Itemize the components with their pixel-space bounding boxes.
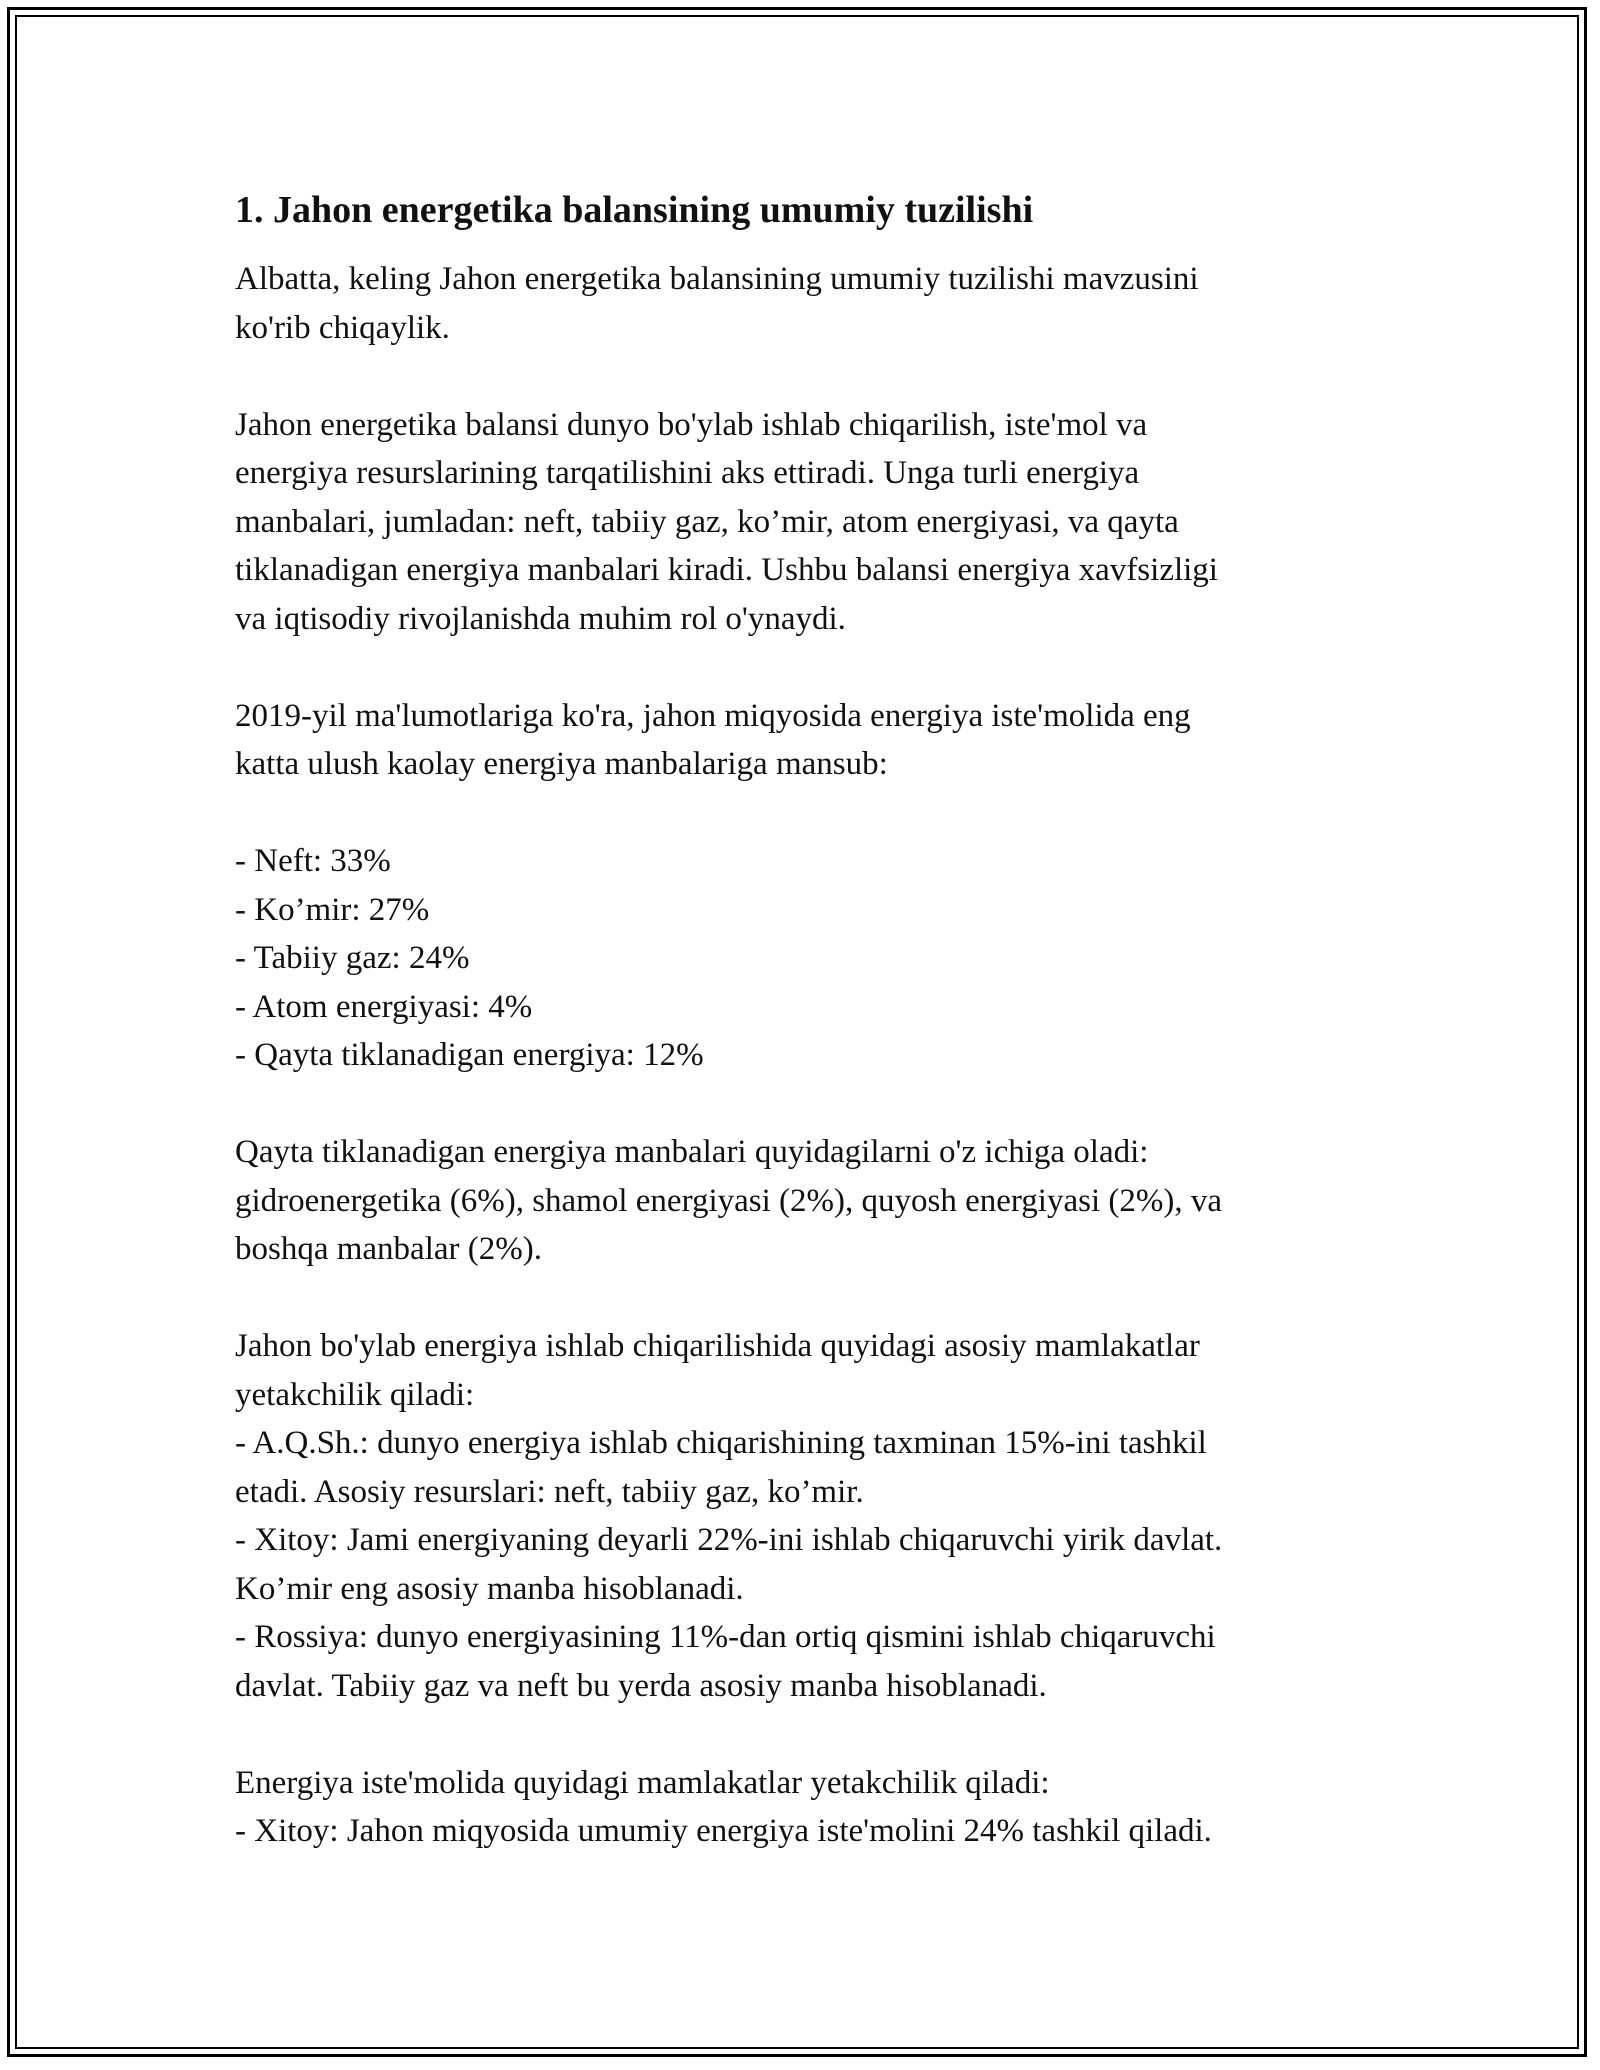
- text-line: manbalari, jumladan: neft, tabiiy gaz, ko’mir, atom energiyasi, va qayta: [235, 503, 1179, 540]
- list-item: - Qayta tiklanadigan energiya: 12%: [235, 1037, 704, 1073]
- document-body: [235, 185, 1365, 1904]
- text-line: Jahon energetika balansi dunyo bo'ylab ishlab chiqarilish, iste'mol va: [235, 406, 1148, 443]
- text-line: Albatta, keling Jahon energetika balansining umumiy tuzilishi mavzusini: [235, 261, 1199, 297]
- paragraph-definition: [235, 401, 1365, 644]
- list-item: - Rossiya: dunyo energiyasining 11%-dan ortiq qismini ishlab chiqaruvchi: [235, 1619, 1216, 1655]
- list-item: - A.Q.Sh.: dunyo energiya ishlab chiqarishining taxminan 15%-ini tashkil: [235, 1425, 1207, 1461]
- text-line: katta ulush kaolay energiya manbalariga mansub:: [235, 746, 888, 782]
- text-line: Energiya iste'molida quyidagi mamlakatlar yetakchilik qiladi:: [235, 1764, 1050, 1801]
- text-line: va iqtisodiy rivojlanishda muhim rol o'ynaydi.: [235, 600, 846, 637]
- text-line: Ko’mir eng asosiy manba hisoblanadi.: [235, 1570, 744, 1607]
- paragraph-intro: [235, 255, 1365, 352]
- list-item: - Neft: 33%: [235, 843, 391, 879]
- list-item: - Xitoy: Jami energiyaning deyarli 22%-ini ishlab chiqaruvchi yirik davlat.: [235, 1522, 1223, 1558]
- text-line: tiklanadigan energiya manbalari kiradi. Ushbu balansi energiya xavfsizligi: [235, 552, 1218, 588]
- paragraph-2019-data: [235, 692, 1365, 789]
- text-line: yetakchilik qiladi:: [235, 1376, 475, 1413]
- list-item: - Atom energiyasi: 4%: [235, 988, 533, 1025]
- paragraph-producers: [235, 1322, 1365, 1710]
- list-item: - Xitoy: Jahon miqyosida umumiy energiya iste'molini 24% tashkil qiladi.: [235, 1813, 1212, 1849]
- energy-share-list: [235, 837, 1365, 1080]
- section-heading: 1. Jahon energetika balansining umumiy tuzilishi: [235, 189, 1034, 231]
- text-line: davlat. Tabiiy gaz va neft bu yerda asosiy manba hisoblanadi.: [235, 1667, 1047, 1704]
- paragraph-consumers: [235, 1759, 1365, 1856]
- text-line: gidroenergetika (6%), shamol energiyasi (2%), quyosh energiyasi (2%), va: [235, 1182, 1222, 1219]
- text-line: etadi. Asosiy resurslari: neft, tabiiy gaz, ko’mir.: [235, 1473, 864, 1510]
- text-line: ko'rib chiqaylik.: [235, 309, 450, 346]
- text-line: 2019-yil ma'lumotlariga ko'ra, jahon miqyosida energiya iste'molida eng: [235, 697, 1191, 734]
- text-line: boshqa manbalar (2%).: [235, 1231, 542, 1267]
- list-item: - Tabiiy gaz: 24%: [235, 940, 470, 976]
- text-line: energiya resurslarining tarqatilishini aks ettiradi. Unga turli energiya: [235, 455, 1140, 491]
- text-line: Jahon bo'ylab energiya ishlab chiqarilishida quyidagi asosiy mamlakatlar: [235, 1328, 1200, 1364]
- paragraph-renewables: [235, 1128, 1365, 1274]
- text-line: Qayta tiklanadigan energiya manbalari quyidagilarni o'z ichiga oladi:: [235, 1134, 1149, 1170]
- list-item: - Ko’mir: 27%: [235, 891, 430, 928]
